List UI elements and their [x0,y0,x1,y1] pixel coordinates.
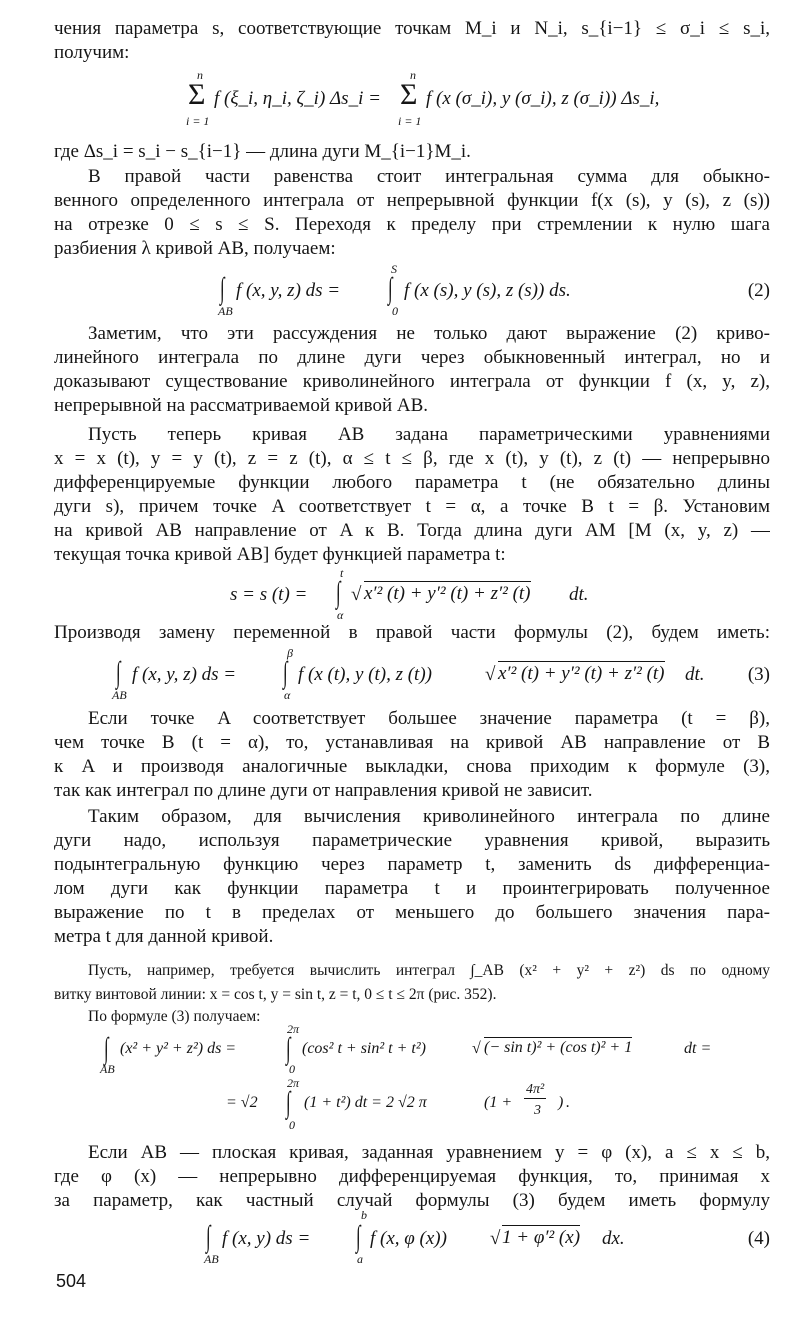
sum-left: f (ξ_i, η_i, ζ_i) Δs_i = [214,88,381,109]
example-line: По формуле (3) получаем: [88,1008,261,1025]
integral-subscript: AB [100,1062,115,1076]
integral-lower: α [337,608,344,622]
formula-left: s = s (t) = [230,584,308,605]
text-line: Таким образом, для вычисления криволинейного интеграла по длине [88,806,770,827]
formula-tail: dt. [569,584,589,605]
formula-middle: (cos² t + sin² t + t²) [302,1040,426,1057]
integral-lower: α [284,688,291,702]
integral-subscript: AB [218,304,233,318]
text-line: Если точке A соответствует большее значение параметра (t = β), [88,708,770,729]
sum-upper-limit: n [410,68,416,82]
text-line: доказывают существование криволинейного интеграла от функции f (x, y, z), [54,371,770,392]
text-line: так как интеграл по длине дуги от направления кривой не зависит. [54,780,593,801]
integral-sign: ∫ [356,1220,361,1253]
text-line: на отрезке 0 ≤ s ≤ S. Переходя к пределу при стремлении к нулю шага [54,214,770,235]
sum-right: f (x (σ_i), y (σ_i), z (σ_i)) Δs_i, [426,88,660,109]
sum-lower-limit: i = 1 [398,114,422,128]
integral-upper: b [361,1208,367,1222]
formula-left: f (x, y) ds = [222,1228,311,1249]
text-line: линейного интеграла по длине дуги через обыкновенный интеграл, но и [54,347,770,368]
formula-tail: dx. [602,1228,625,1249]
text-line: текущая точка кривой AB] будет функцией параметра t: [54,544,506,565]
sum-sign: Σ [188,78,206,111]
integral-upper: t [340,566,344,580]
text-line: к A и производя аналогичные выкладки, снова приходим к формуле (3), [54,756,770,777]
radicand: x′² (t) + y′² (t) + z′² (t) [364,583,531,604]
page-number: 504 [56,1271,87,1291]
radical-sign: √ [485,664,496,685]
example-line: витку винтовой линии: x = cos t, y = sin t, z = t, 0 ≤ t ≤ 2π (рис. 352). [54,986,497,1003]
text-line: где Δs_i = s_i − s_{i−1} — длина дуги M_{i−1}M_i. [54,141,471,162]
example-line: Пусть, например, требуется вычислить интеграл ∫_AB (x² + y² + z²) ds по одному [88,962,770,979]
integral-subscript: AB [112,688,127,702]
formula-tail: . [566,1094,570,1111]
text-line: выражение по t в пределах от меньшего до большего значения пара- [54,902,770,923]
radical-sign: √ [351,584,362,605]
radicand: 1 + φ′² (x) [502,1227,581,1248]
formula-3 [54,646,770,706]
text-line: Заметим, что эти рассуждения не только дают выражение (2) криво- [88,323,770,344]
equation-number: (3) [747,664,770,685]
formula-4 [54,1206,770,1268]
text-line: дифференцируемые функции любого параметра t (не обязательно длины [54,472,770,493]
text-line: В правой части равенства стоит интегральная сумма для обыкно- [88,166,770,187]
integral-upper: S [391,262,397,276]
sum-upper-limit: n [197,68,203,82]
equation-number: (2) [747,280,770,301]
radicand: x′² (t) + y′² (t) + z′² (t) [498,663,665,684]
integral-sign: ∫ [104,1032,109,1065]
formula-middle: f (x, φ (x)) [370,1228,447,1249]
example-formula-2 [54,1076,770,1136]
text-line: за параметр, как частный случай формулы (3) будем иметь формулу [54,1190,770,1211]
text-line: x = x (t), y = y (t), z = z (t), α ≤ t ≤ β, где x (t), y (t), z (t) — непрерывно [54,448,770,469]
text-line: разбиения λ кривой AB, получаем: [54,238,336,259]
formula-left: (x² + y² + z²) ds = [120,1040,237,1057]
text-line: где φ (x) — непрерывно дифференцируемая функция, то, принимая x [54,1166,770,1187]
text-line: на кривой AB направление от A к B. Тогда длина дуги AM [M (x, y, z) — [54,520,770,541]
text-line: метра t для данной кривой. [54,926,274,947]
radicand: (− sin t)² + (cos t)² + 1 [484,1039,633,1056]
integral-sign: ∫ [206,1220,211,1253]
integral-lower: 0 [392,304,398,318]
integral-lower: a [357,1252,363,1266]
paren-close: ) [558,1094,564,1111]
integral-upper: 2π [287,1022,300,1036]
equation-number: (4) [747,1228,770,1249]
text-line: непрерывной на рассматриваемой кривой AB. [54,395,429,416]
formula-tail: dt. [685,664,705,685]
integral-sign: ∫ [388,272,393,305]
example-formula-1 [54,1022,770,1078]
integral-sign: ∫ [116,656,121,689]
integral-subscript: AB [204,1252,219,1266]
text-line: чем точке B (t = α), то, устанавливая на кривой AB направление от B [54,732,770,753]
sum-sign: Σ [400,78,418,111]
sum-lower-limit: i = 1 [186,114,210,128]
radical-sign: √ [490,1228,501,1249]
text-line: чения параметра s, соответствующие точкам M_i и N_i, s_{i−1} ≤ σ_i ≤ s_i, [54,18,770,39]
integral-sign: ∫ [220,272,225,305]
formula-left: = √2 [226,1094,258,1111]
text-line: получим: [54,42,130,63]
text-line: венного определенного интеграла от непрерывной функции f(x (s), y (s), z (s)) [54,190,770,211]
integral-lower: 0 [289,1062,295,1076]
formula-arc-length [54,566,770,624]
integral-upper: β [287,646,293,660]
integral-sign: ∫ [286,1032,291,1065]
integral-sign: ∫ [283,656,288,689]
text-line: дуги надо, используя параметрические уравнения кривой, выразить [54,830,770,851]
fraction-denominator: 3 [534,1103,541,1118]
paren-open: (1 + [484,1094,513,1111]
text-line: подынтегральную функцию через параметр t, заменить ds дифференциа- [54,854,770,875]
formula-left: f (x, y, z) ds = [132,664,237,685]
formula-sum [54,68,770,138]
fraction-numerator: 4π² [526,1082,545,1097]
integral-sign: ∫ [336,576,341,609]
text-line: Пусть теперь кривая AB задана параметрическими уравнениями [88,424,770,445]
text-line: Если AB — плоская кривая, заданная уравнением y = φ (x), a ≤ x ≤ b, [88,1142,770,1163]
text-line: Производя замену переменной в правой части формулы (2), будем иметь: [54,622,770,643]
integral-upper: 2π [287,1076,300,1090]
formula-middle: f (x (t), y (t), z (t)) [298,664,432,685]
formula-middle: (1 + t²) dt = 2 √2 π [304,1094,427,1111]
formula-tail: dt = [684,1040,712,1057]
integral-sign: ∫ [286,1086,291,1119]
formula-left: f (x, y, z) ds = [236,280,341,301]
formula-2 [54,262,770,324]
formula-right: f (x (s), y (s), z (s)) ds. [404,280,571,301]
text-line: дуги s), причем точке A соответствует t = α, а точке B t = β. Установим [54,496,770,517]
radical-sign: √ [472,1040,481,1057]
integral-lower: 0 [289,1118,295,1132]
text-line: лом дуги как функции параметра t и проинтегрировать полученное [54,878,770,899]
